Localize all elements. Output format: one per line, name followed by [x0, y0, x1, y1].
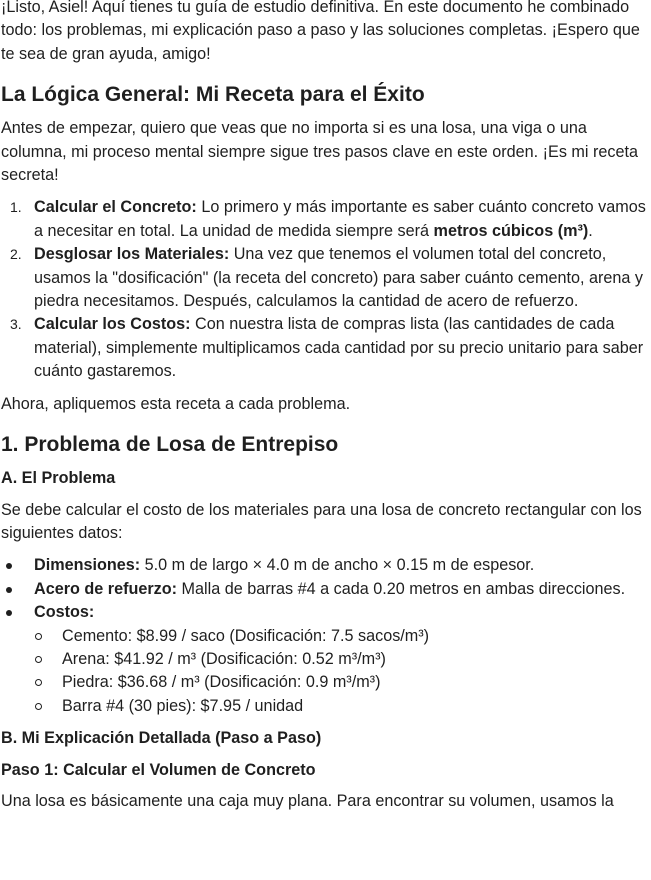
bullet-label: Costos: [34, 603, 95, 622]
step-text-end: . [588, 221, 593, 240]
intro-paragraph: ¡Listo, Asiel! Aquí tienes tu guía de estudio definitiva. En este documento he combinado todo: los problemas, mi explicación paso a paso y las soluciones completas. ¡Espero que te sea de gran ayuda, amigo! [1, 0, 640, 63]
list-item [1, 695, 651, 718]
recipe-steps-list [1, 196, 651, 383]
section-heading-problem-1: 1. Problema de Losa de Entrepiso [1, 433, 339, 457]
problem-data-list [1, 554, 651, 718]
cost-text: Piedra: $36.68 / m³ (Dosificación: 0.9 m³/m³) [62, 673, 381, 692]
problem-paragraph: Se debe calcular el costo de los materiales para una losa de concreto rectangular con los siguientes datos: [1, 500, 642, 542]
outro-paragraph: Ahora, apliquemos esta receta a cada problema. [1, 394, 351, 413]
step-label: Calcular el Concreto: [34, 198, 197, 217]
list-item [1, 625, 651, 648]
subheading-problem: A. El Problema [1, 469, 116, 488]
bullet-text: Malla de barras #4 a cada 0.20 metros en ambas direcciones. [177, 579, 626, 598]
list-number: 1. [10, 199, 22, 216]
list-item [1, 601, 651, 718]
section-heading-logic: La Lógica General: Mi Receta para el Éxito [1, 83, 425, 107]
list-item [1, 313, 651, 383]
hollow-bullet-icon [35, 703, 42, 710]
bullet-label: Dimensiones: [34, 556, 141, 575]
subheading-step-1: Paso 1: Calcular el Volumen de Concreto [1, 760, 316, 779]
step-text: Una vez que tenemos el volumen total del concreto, usamos la "dosificación" (la receta del concreto) para saber cuánto cemento, arena y piedra necesitamos. Después, calculamos la cantidad de acero de refuerzo. [34, 245, 643, 311]
list-item [1, 243, 651, 313]
step-1-paragraph: Una losa es básicamente una caja muy plana. Para encontrar su volumen, usamos la [1, 791, 614, 810]
step-text: Con nuestra lista de compras lista (las cantidades de cada material), simplemente multiplicamos cada cantidad por su precio unitario para saber cuánto gastaremos. [34, 315, 644, 381]
subheading-explanation: B. Mi Explicación Detallada (Paso a Paso) [1, 729, 322, 748]
cost-text: Barra #4 (30 pies): $7.95 / unidad [62, 696, 304, 715]
step-label: Desglosar los Materiales: [34, 245, 230, 264]
list-item [1, 648, 651, 671]
bullet-text: 5.0 m de largo × 4.0 m de ancho × 0.15 m de espesor. [140, 556, 535, 575]
cost-text: Cemento: $8.99 / saco (Dosificación: 7.5 sacos/m³) [62, 626, 430, 645]
cost-text: Arena: $41.92 / m³ (Dosificación: 0.52 m³/m³) [62, 649, 386, 668]
hollow-bullet-icon [35, 656, 42, 663]
step-label: Calcular los Costos: [34, 315, 191, 334]
list-item [1, 671, 651, 694]
logic-paragraph: Antes de empezar, quiero que veas que no importa si es una losa, una viga o una columna, mi proceso mental siempre sigue tres pasos clave en este orden. ¡Es mi receta secreta! [1, 119, 638, 185]
list-item [1, 196, 651, 243]
step-emphasis: metros cúbicos (m³) [433, 221, 589, 240]
list-number: 2. [10, 246, 22, 263]
list-number: 3. [10, 316, 22, 333]
bullet-icon [6, 563, 12, 569]
hollow-bullet-icon [35, 679, 42, 686]
hollow-bullet-icon [35, 633, 42, 640]
bullet-icon [6, 587, 12, 593]
bullet-label: Acero de refuerzo: [34, 579, 178, 598]
bullet-icon [6, 610, 12, 616]
step-text: Lo primero y más importante es saber cuánto concreto vamos a necesitar en total. La unidad de medida siempre será [34, 198, 646, 240]
costs-sublist [34, 625, 651, 719]
list-item [1, 554, 651, 577]
list-item [1, 578, 651, 601]
